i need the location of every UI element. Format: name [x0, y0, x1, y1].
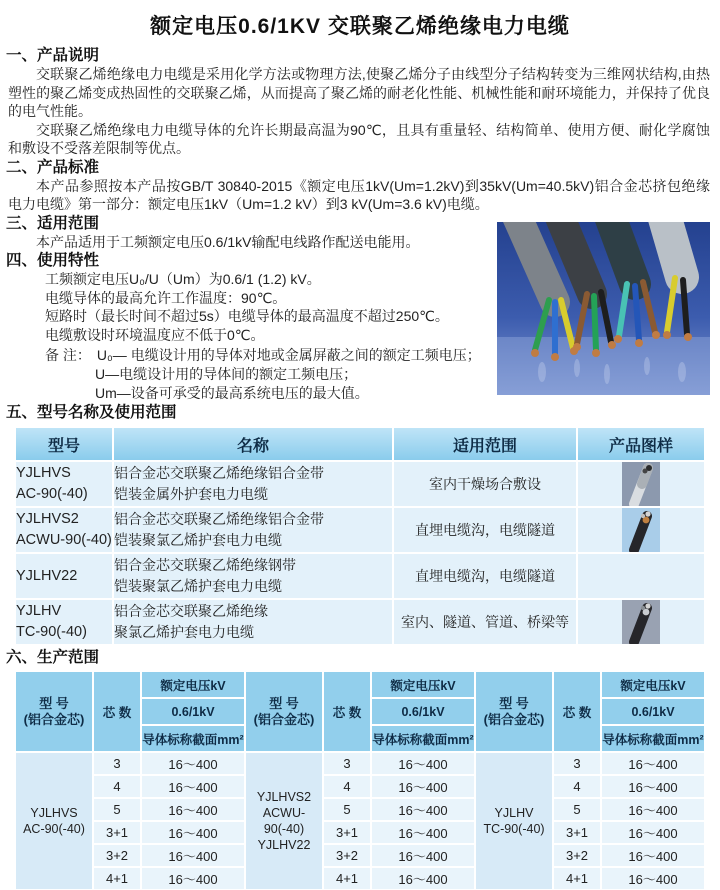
- product-image-cell: [578, 600, 704, 644]
- name-line: 铠装聚氯乙烯护套电力电缆: [114, 578, 282, 594]
- dark-cable-thumbnail-icon: [622, 600, 660, 644]
- name-cell: [114, 600, 392, 644]
- section-1-paragraph: 交联聚乙烯绝缘电力电缆是采用化学方法或物理方法,使聚乙烯分子由线型分子结构转变为三维网状结构,由热塑性的聚乙烯变成热固性的交联聚乙烯，从而提高了聚乙烯的耐老化性能、机械性能和耐环境能力，并保持了优良的电气性能。: [8, 66, 710, 119]
- page-title: 额定电压0.6/1KV 交联聚乙烯绝缘电力电缆: [150, 15, 570, 38]
- note-line: U—电缆设计用的导体间的额定工频电压；: [95, 366, 358, 382]
- range-cell: 16～400: [142, 776, 244, 797]
- header-voltage-value: 0.6/1kV: [372, 699, 474, 724]
- header-model-line: 型 号: [39, 695, 69, 711]
- note-text: U₀— 电缆设计用的导体对地或金属屏蔽之间的额定工频电压；: [96, 347, 481, 363]
- section-5-heading: 五、型号名称及使用范围: [6, 404, 177, 421]
- model-line: YJLHV22: [257, 838, 311, 852]
- range-cell: 16～400: [372, 776, 474, 797]
- cores-cell: 3+1: [554, 822, 600, 843]
- cable-product-photo: [497, 222, 710, 395]
- header-cores: 芯 数: [324, 672, 370, 751]
- cores-cell: 3: [324, 753, 370, 774]
- model-line: AC-90(-40): [16, 486, 88, 502]
- cores-cell: 3+1: [324, 822, 370, 843]
- note-label: 备 注：: [45, 347, 91, 363]
- name-line: 铝合金芯交联聚乙烯绝缘钢带: [114, 557, 296, 573]
- section-2-paragraph: 本产品参照按本产品按GB/T 30840-2015《额定电压1kV(Um=1.2kV)到35kV(Um=40.5kV)铝合金芯挤包绝缘电力电缆》第一部分：额定电压1kV（Um=1.2 kV）到3 kV(Um=3.6 kV)电缆。: [8, 177, 710, 212]
- model-cell: [16, 508, 112, 552]
- table-row: [16, 508, 704, 552]
- model-line: TC-90(-40): [16, 624, 87, 640]
- name-line: 铝合金芯交联聚乙烯绝缘铝合金带: [114, 511, 324, 527]
- product-image-cell: [578, 462, 704, 506]
- header-model-line: (铝合金芯): [483, 711, 545, 727]
- product-image-cell: [578, 554, 704, 598]
- model-cell: [16, 753, 92, 889]
- cores-cell: 3+1: [94, 822, 140, 843]
- range-cell: 16～400: [602, 799, 704, 820]
- cores-cell: 4+1: [554, 868, 600, 889]
- header-section: 导体标称截面mm²: [602, 726, 704, 751]
- model-cell: [16, 554, 112, 598]
- cores-cell: 4: [554, 776, 600, 797]
- header-voltage-value: 0.6/1kV: [602, 699, 704, 724]
- scope-cell: 室内、隧道、管道、桥梁等: [394, 600, 576, 644]
- name-line: 聚氯乙烯护套电力电缆: [114, 624, 254, 640]
- header-model: [16, 672, 92, 751]
- note-line: Um—设备可承受的最高系统电压的最大值。: [95, 385, 369, 401]
- header-voltage: 额定电压kV: [372, 672, 474, 697]
- range-cell: 16～400: [602, 845, 704, 866]
- table-row: [16, 462, 704, 506]
- cores-cell: 5: [94, 799, 140, 820]
- dark-cable-thumbnail-icon: [622, 508, 660, 552]
- model-line: YJLHVS: [30, 806, 78, 820]
- range-cell: 16～400: [372, 799, 474, 820]
- name-line: 铠装金属外护套电力电缆: [114, 486, 268, 502]
- table-row: [16, 822, 704, 843]
- header-model-line: 型 号: [499, 695, 529, 711]
- scope-cell: 直埋电缆沟，电缆隧道: [394, 508, 576, 552]
- scope-cell: 直埋电缆沟，电缆隧道: [394, 554, 576, 598]
- characteristic-line: 工频额定电压U₀/U（Um）为0.6/1 (1.2) kV。: [45, 271, 321, 287]
- column-header-scope: 适用范围: [394, 428, 576, 460]
- name-cell: [114, 554, 392, 598]
- section-4-heading: 四、使用特性: [6, 252, 100, 269]
- table-header-row: [16, 672, 704, 697]
- name-line: 铝合金芯交联聚乙烯绝缘: [114, 603, 268, 619]
- model-cell: [16, 462, 112, 506]
- cores-cell: 3: [554, 753, 600, 774]
- section-3-paragraph: 本产品适用于工频额定电压0.6/1kV输配电线路作配送电能用。: [36, 233, 420, 250]
- range-cell: 16～400: [372, 822, 474, 843]
- name-cell: [114, 508, 392, 552]
- cores-cell: 3+2: [554, 845, 600, 866]
- model-line: TC-90(-40): [483, 822, 545, 836]
- cores-cell: 4+1: [94, 868, 140, 889]
- header-model-line: 型 号: [269, 695, 299, 711]
- header-voltage: 额定电压kV: [602, 672, 704, 697]
- section-6-heading: 六、生产范围: [6, 649, 100, 666]
- column-header-name: 名称: [114, 428, 392, 460]
- model-line: ACWU-90(-40): [16, 532, 112, 548]
- header-voltage-value: 0.6/1kV: [142, 699, 244, 724]
- cores-cell: 3+2: [324, 845, 370, 866]
- column-header-model: 型号: [16, 428, 112, 460]
- header-model-line: (铝合金芯): [23, 711, 85, 727]
- cores-cell: 4: [94, 776, 140, 797]
- range-cell: 16～400: [372, 845, 474, 866]
- characteristic-line: 短路时（最长时间不超过5s）电缆导体的最高温度不超过250℃。: [45, 308, 449, 324]
- range-cell: 16～400: [142, 822, 244, 843]
- range-cell: 16～400: [372, 868, 474, 889]
- section-2-heading: 二、产品标准: [6, 158, 100, 176]
- name-line: 铠装聚氯乙烯护套电力电缆: [114, 532, 282, 548]
- model-usage-table: [14, 426, 706, 646]
- cores-cell: 4+1: [324, 868, 370, 889]
- cores-cell: 4: [324, 776, 370, 797]
- model-line: YJLHV22: [16, 567, 78, 584]
- table-row: [16, 845, 704, 866]
- model-cell: [476, 753, 552, 889]
- header-cores: 芯 数: [554, 672, 600, 751]
- multi-core-cables-image: [497, 222, 710, 395]
- cores-cell: 5: [554, 799, 600, 820]
- characteristic-line: 电缆导体的最高允许工作温度：90℃。: [45, 289, 287, 306]
- range-cell: 16～400: [142, 868, 244, 889]
- header-section: 导体标称截面mm²: [142, 726, 244, 751]
- range-cell: 16～400: [142, 799, 244, 820]
- range-cell: 16～400: [602, 822, 704, 843]
- characteristic-line: 电缆敷设时环境温度应不低于0℃。: [45, 326, 265, 343]
- model-line: YJLHV: [16, 603, 62, 619]
- section-1-paragraph: 交联聚乙烯绝缘电力电缆导体的允许长期最高温为90℃，且具有重量轻、结构简单、使用方便、耐化学腐蚀和敷设不受落差限制等优点。: [8, 121, 710, 156]
- range-cell: 16～400: [142, 845, 244, 866]
- header-model-line: (铝合金芯): [253, 711, 315, 727]
- model-cell: [16, 600, 112, 644]
- header-cores: 芯 数: [94, 672, 140, 751]
- range-cell: 16～400: [602, 868, 704, 889]
- column-header-image: 产品图样: [578, 428, 704, 460]
- table-row: [16, 600, 704, 644]
- name-cell: [114, 462, 392, 506]
- scope-cell: 室内干燥场合敷设: [394, 462, 576, 506]
- product-image-cell: [578, 508, 704, 552]
- model-line: ACWU-90(-40): [262, 806, 306, 836]
- production-range-table: [14, 670, 706, 890]
- table-row: [16, 868, 704, 889]
- table-row: [16, 776, 704, 797]
- range-cell: 16～400: [602, 753, 704, 774]
- model-line: AC-90(-40): [23, 822, 85, 836]
- range-cell: 16～400: [372, 753, 474, 774]
- model-line: YJLHVS: [16, 465, 71, 481]
- model-line: YJLHVS2: [16, 511, 79, 527]
- table-row: [16, 799, 704, 820]
- header-voltage: 额定电压kV: [142, 672, 244, 697]
- header-model: [476, 672, 552, 751]
- silver-cable-thumbnail-icon: [622, 462, 660, 506]
- section-1-heading: 一、产品说明: [6, 47, 100, 64]
- range-cell: 16～400: [602, 776, 704, 797]
- table-row: [16, 753, 704, 774]
- model-cell: [246, 753, 322, 889]
- header-section: 导体标称截面mm²: [372, 726, 474, 751]
- cores-cell: 3+2: [94, 845, 140, 866]
- model-line: YJLHVS2: [256, 790, 312, 804]
- cores-cell: 5: [324, 799, 370, 820]
- header-model: [246, 672, 322, 751]
- section-3-heading: 三、适用范围: [6, 214, 100, 232]
- model-line: YJLHV: [494, 806, 534, 820]
- cores-cell: 3: [94, 753, 140, 774]
- table-row: [16, 554, 704, 598]
- name-line: 铝合金芯交联聚乙烯绝缘铝合金带: [114, 465, 324, 481]
- range-cell: 16～400: [142, 753, 244, 774]
- table-header-row: [16, 428, 704, 460]
